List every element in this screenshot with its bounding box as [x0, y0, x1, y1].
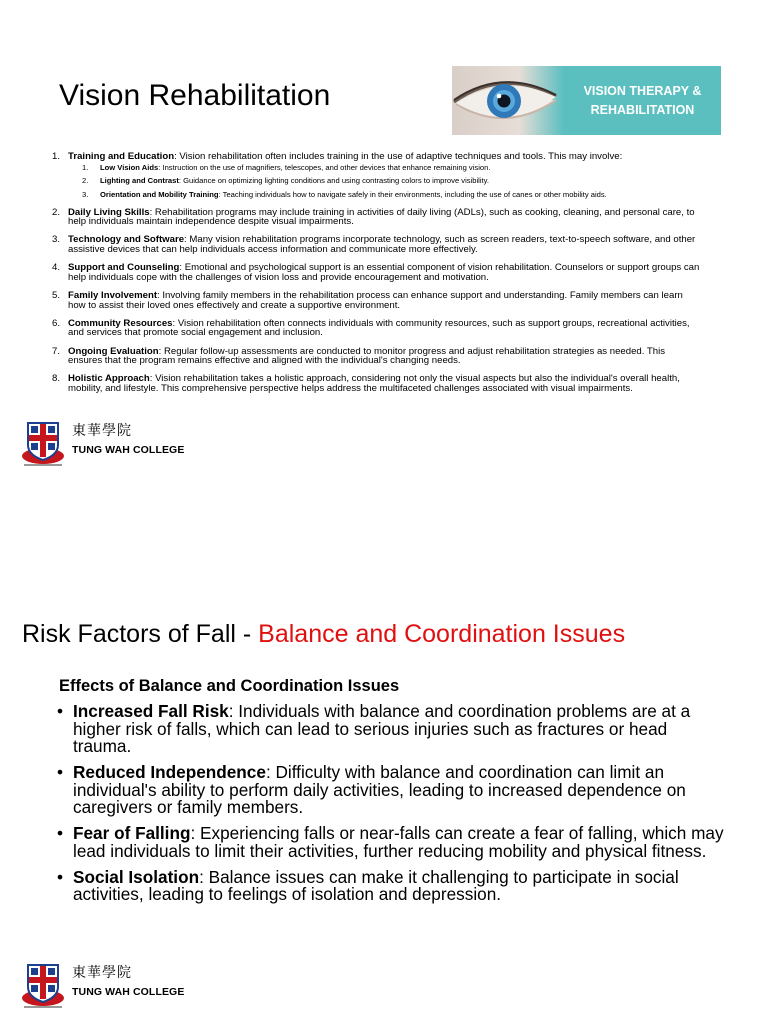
slide-title: Vision Rehabilitation: [59, 79, 331, 112]
item-text: : Experiencing falls or near-falls can create a fear of falling, which may lead individuals to limit their activities, further reducing mobility and physical fitness.: [73, 823, 724, 861]
item-text: : Individuals with balance and coordination problems are at a higher risk of falls, which can lead to serious injuries such as fractures or head trauma.: [73, 701, 691, 756]
item-text: : Difficulty with balance and coordination can limit an individual's ability to perform daily activities, leading to increased dependence on caregivers or family members.: [73, 762, 686, 817]
effects-list: [56, 703, 724, 912]
eye-icon: [452, 66, 564, 135]
item-text: : Many vision rehabilitation programs incorporate technology, such as screen readers, text-to-speech software, and other assistive devices that can help individuals access information and communicate more effectively.: [68, 234, 696, 256]
item-number: 6.: [52, 317, 61, 329]
rehabilitation-list: [40, 152, 700, 402]
sub-item-term: Orientation and Mobility Training: [100, 189, 219, 199]
list-item: [40, 208, 700, 227]
item-term: Increased Fall Risk: [73, 701, 229, 721]
item-term: Social Isolation: [73, 866, 200, 887]
banner-line-1: VISION THERAPY &: [583, 83, 702, 98]
item-text: : Vision rehabilitation often connects individuals with community resources, such as support groups, recreational activities, and services that promote social engagement and inclusion.: [68, 317, 690, 339]
tung-wah-college-logo: [20, 962, 185, 1010]
banner-line-2: REHABILITATION: [590, 102, 695, 117]
sub-item-text: : Guidance on optimizing lighting conditions and using contrasting colors to improve visibility.: [178, 176, 489, 186]
sub-list-item: [68, 164, 700, 172]
item-text: : Balance issues can make it challenging to participate in social activities, leading to feelings of isolation and depression.: [73, 866, 679, 904]
bullet-icon: •: [57, 866, 64, 887]
bullet-icon: •: [57, 762, 64, 782]
item-text: : Emotional and psychological support is an essential component of vision rehabilitation. Counselors or support groups can help individuals cope with the challenges of vision loss and provide encouragement and motivation.: [68, 262, 700, 283]
college-crest-icon: [20, 420, 66, 468]
logo-chinese-name: 東華學院: [72, 965, 132, 981]
item-text: : Involving family members in the rehabilitation process can enhance support and understanding. Family members can learn how to assist their loved ones effectively and create a supportive environment.: [68, 290, 683, 311]
list-item: [40, 319, 700, 338]
title-prefix: Risk Factors of Fall -: [22, 620, 259, 648]
item-term: Community Resources: [68, 317, 173, 329]
item-number: 7.: [52, 345, 61, 357]
item-term: Family Involvement: [68, 290, 158, 302]
item-text: : Vision rehabilitation takes a holistic approach, considering not only the visual aspects but also the individual's overall health, mobility, and lifestyle. This comprehensive perspective helps address the multifaceted challenges associated with visual impairments.: [68, 373, 680, 394]
banner-text: [564, 66, 721, 135]
sub-item-number: 3.: [82, 189, 89, 199]
sub-list-item: [68, 191, 700, 199]
list-item: [40, 374, 700, 393]
item-number: 5.: [52, 290, 61, 302]
sub-item-term: Low Vision Aids: [100, 162, 159, 172]
sub-item-text: : Instruction on the use of magnifiers, telescopes, and other devices that enhance remaining vision.: [158, 162, 491, 172]
sub-item-number: 2.: [82, 176, 89, 186]
sub-list-item: [68, 177, 700, 185]
bullet-icon: •: [57, 823, 64, 843]
list-item: [40, 347, 700, 366]
list-item: [40, 235, 700, 254]
item-term: Training and Education: [68, 151, 175, 162]
logo-chinese-name: 東華學院: [72, 423, 132, 439]
item-term: Reduced Independence: [73, 762, 266, 782]
sub-item-term: Lighting and Contrast: [100, 176, 179, 186]
sub-item-number: 1.: [82, 162, 89, 172]
item-number: 8.: [52, 373, 61, 385]
item-term: Holistic Approach: [68, 373, 150, 385]
bullet-icon: •: [57, 701, 64, 721]
item-number: 4.: [52, 262, 61, 274]
item-text: : Regular follow-up assessments are conducted to monitor progress and adjust rehabilitation strategies as needed. This ensures that the program remains effective and aligned with the individual's changing needs.: [68, 345, 666, 367]
item-number: 3.: [52, 234, 61, 246]
item-term: Technology and Software: [68, 234, 185, 246]
college-crest-icon: [20, 962, 66, 1010]
slide-risk-factors-of-fall: [0, 512, 768, 1024]
list-item: [56, 825, 724, 860]
item-term: Daily Living Skills: [68, 206, 150, 218]
vision-therapy-banner: [452, 66, 721, 135]
list-item: [40, 263, 700, 282]
slide-title: [22, 619, 625, 649]
subheading: Effects of Balance and Coordination Issues: [59, 677, 400, 695]
list-item: [56, 764, 724, 817]
tung-wah-college-logo: [20, 420, 185, 468]
logo-english-name: TUNG WAH COLLEGE: [72, 444, 185, 456]
sub-list: [68, 164, 700, 199]
item-number: 2.: [52, 206, 61, 218]
item-text: : Vision rehabilitation often includes training in the use of adaptive techniques and tools. This may involve:: [174, 151, 623, 162]
item-term: Support and Counseling: [68, 262, 180, 274]
sub-item-text: : Teaching individuals how to navigate safely in their environments, including the use of canes or other mobility aids.: [218, 189, 607, 199]
list-item: [40, 152, 700, 199]
logo-english-name: TUNG WAH COLLEGE: [72, 986, 185, 998]
item-term: Ongoing Evaluation: [68, 345, 159, 357]
item-text: : Rehabilitation programs may include training in activities of daily living (ADLs), such as cooking, cleaning, and personal care, to help individuals maintain independence despite visual impairments.: [68, 206, 695, 228]
title-highlight: Balance and Coordination Issues: [258, 620, 626, 648]
item-term: Fear of Falling: [73, 823, 191, 843]
list-item: [56, 866, 724, 904]
item-number: 1.: [52, 151, 61, 162]
list-item: [56, 703, 724, 756]
list-item: [40, 291, 700, 310]
